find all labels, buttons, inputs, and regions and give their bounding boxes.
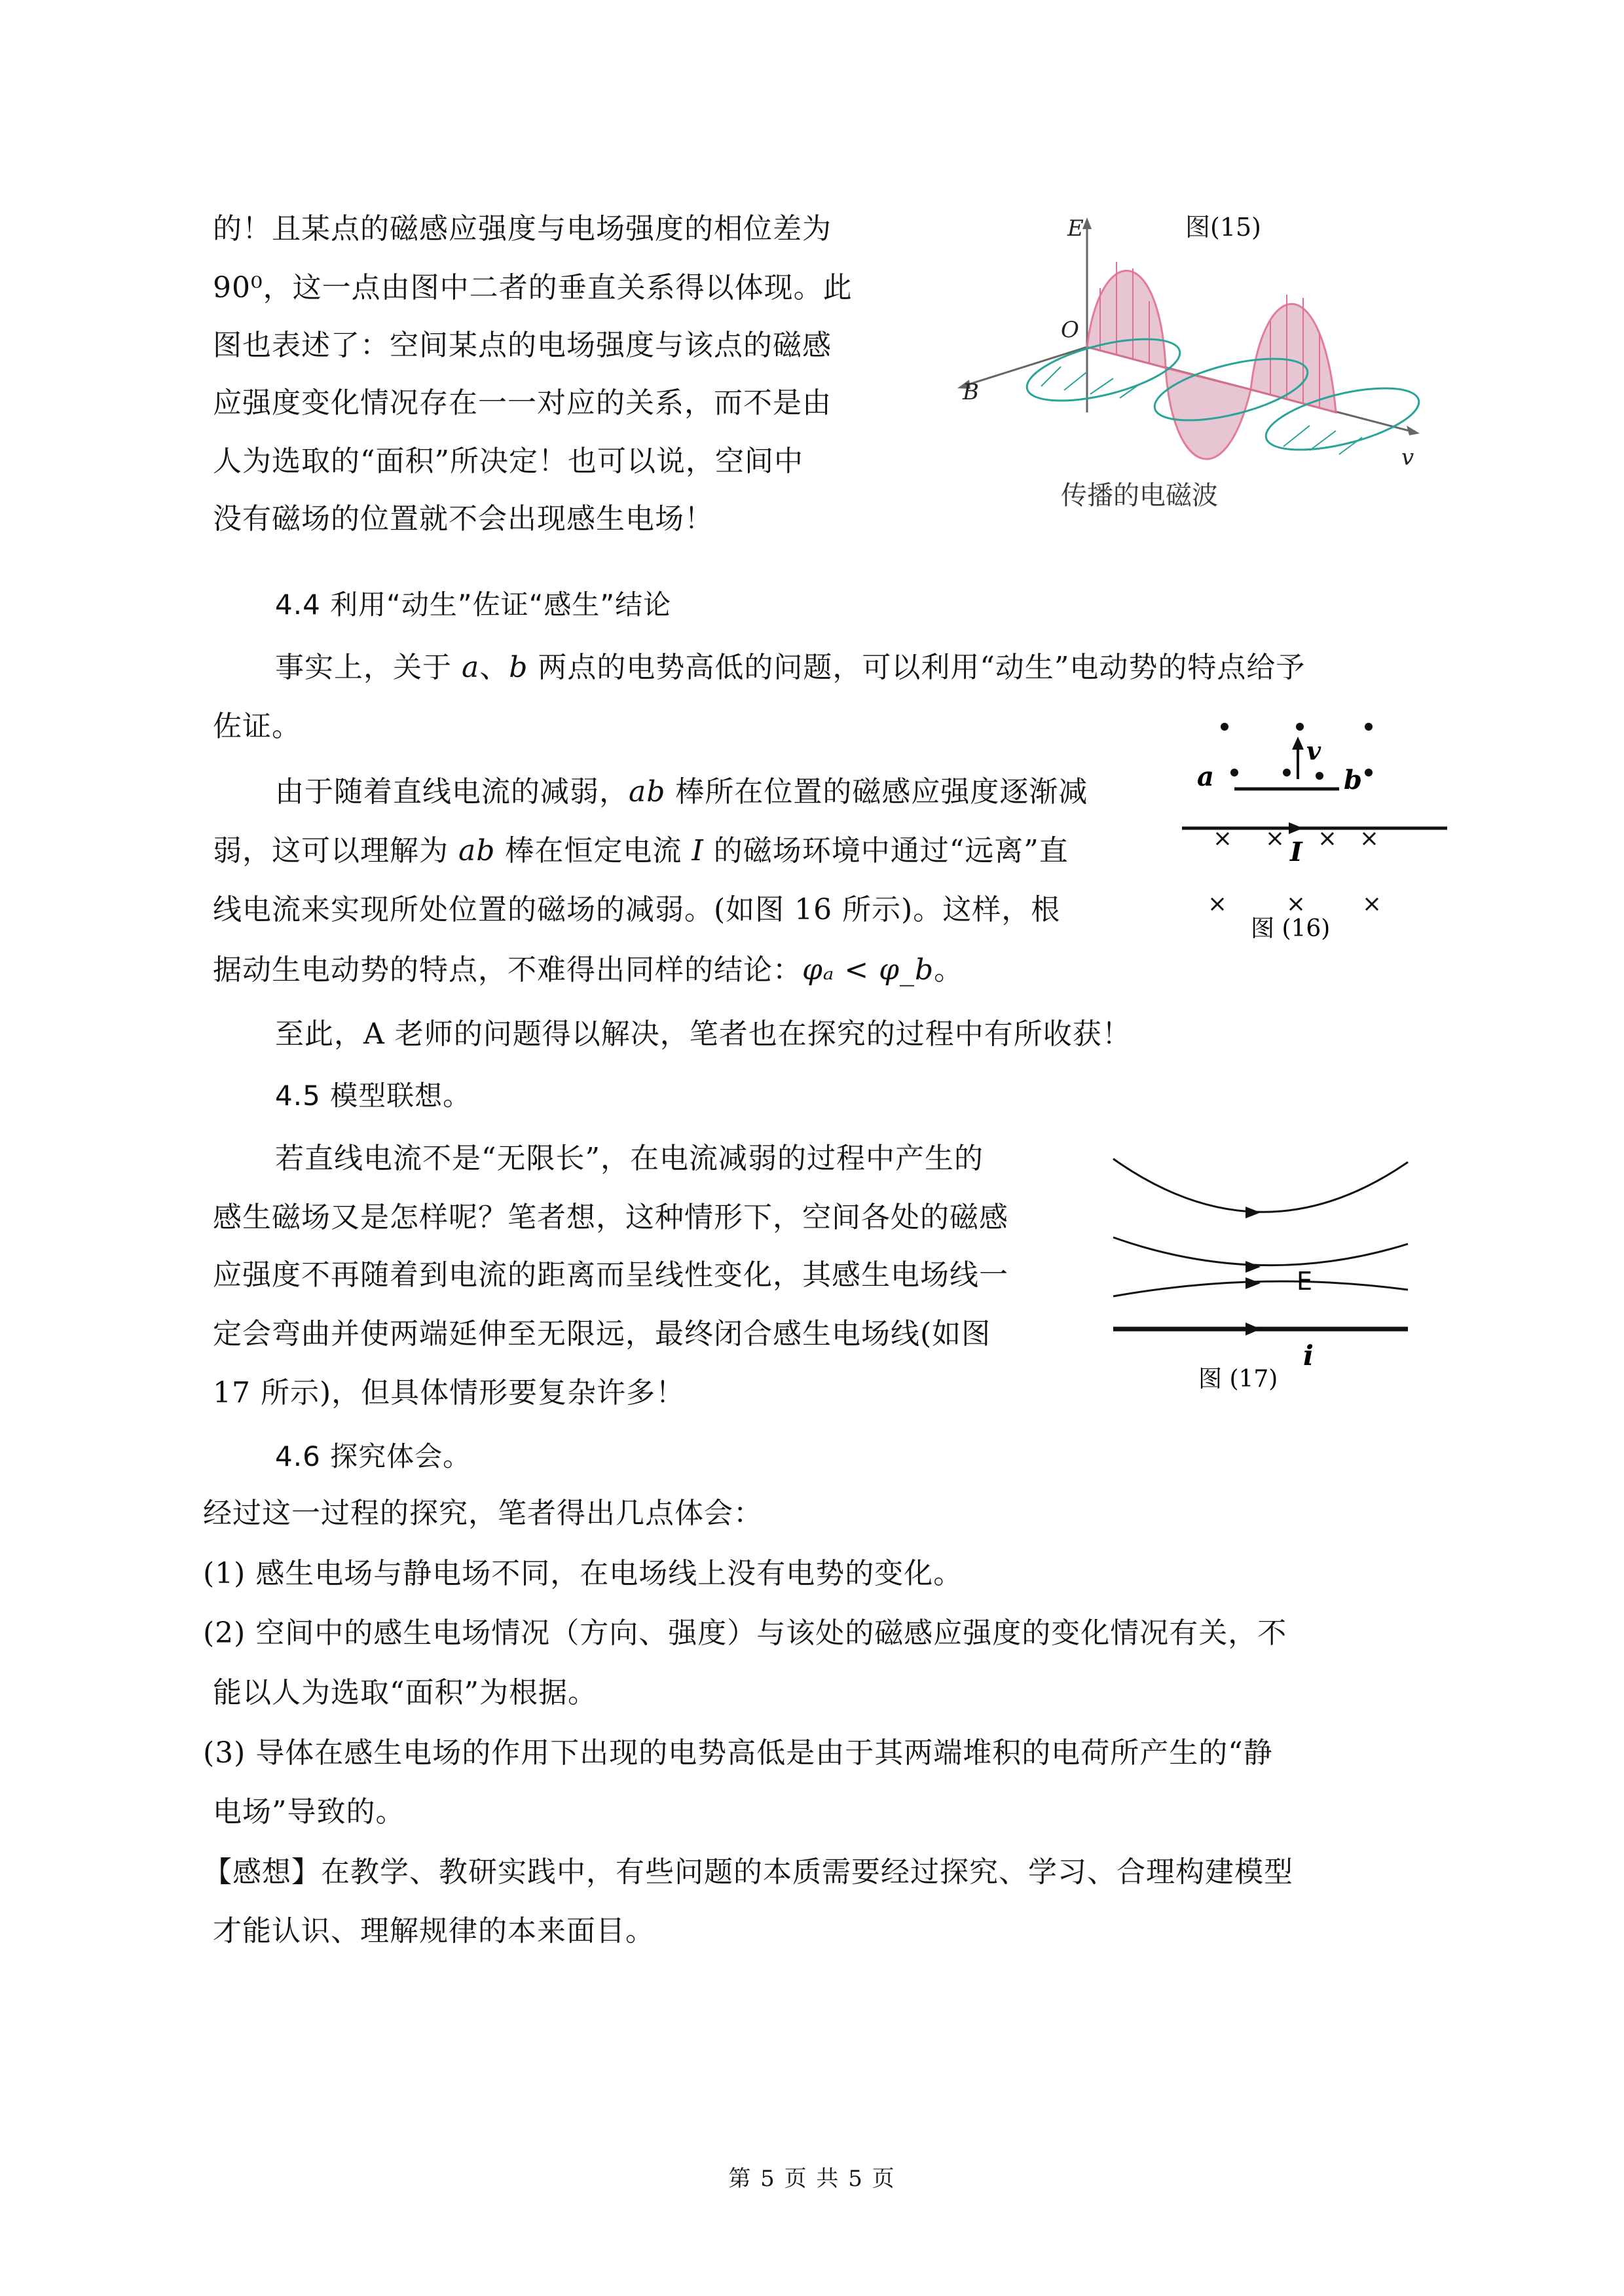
sec44-p2-l1a: 由于随着直线电流的减弱，	[275, 775, 629, 809]
sec44-p1-line2: 佐证。	[213, 710, 301, 743]
fig17-label-e: E	[1297, 1267, 1313, 1296]
sec45-line-4: 定会弯曲并使两端延伸至无限远，最终闭合感生电场线(如图	[213, 1317, 991, 1351]
figure-15-em-wave	[943, 190, 1441, 530]
para1-line-4: 应强度变化情况存在一一对应的关系，而不是由	[213, 386, 832, 420]
sec46-item2-line1: (2) 空间中的感生电场情况（方向、强度）与该处的磁感应强度的变化情况有关，不	[203, 1616, 1287, 1650]
sec45-line-3: 应强度不再随着到电流的距离而呈线性变化，其感生电场线一	[213, 1258, 1008, 1292]
sec44-p2-line3: 线电流来实现所处位置的磁场的减弱。(如图 16 所示)。这样，根	[213, 893, 1061, 926]
sec44-p3: 至此，A 老师的问题得以解决，笔者也在探究的过程中有所收获！	[275, 1017, 1132, 1051]
fig15-axis-v: v	[1401, 445, 1414, 471]
para1-line-5: 人为选取的“面积”所决定！也可以说，空间中	[213, 445, 803, 478]
fig17-caption: 图 (17)	[1198, 1366, 1278, 1393]
sec46-item3-line2: 电场”导致的。	[213, 1795, 405, 1829]
sec44-p2-l1b: 棒所在位置的磁感应强度逐渐减	[665, 775, 1088, 809]
para1-line-3: 图也表述了：空间某点的电场强度与该点的磁感	[213, 329, 832, 362]
sec44-formula: φₐ < φ_b	[802, 953, 934, 987]
sec44-p2-line4	[213, 938, 963, 1003]
figure-17-field-lines	[1107, 1152, 1421, 1408]
fig15-axis-b: B	[963, 379, 979, 405]
fig16-label-a: a	[1197, 761, 1214, 792]
page-footer: 第 5 页 共 5 页	[728, 2166, 896, 2192]
sec46-item3-line1: (3) 导体在感生电场的作用下出现的电势高低是由于其两端堆积的电荷所产生的“静	[203, 1736, 1273, 1770]
sec45-line-5: 17 所示)，但具体情形要复杂许多！	[213, 1376, 686, 1410]
sec46-intro: 经过这一过程的探究，笔者得出几点体会：	[203, 1497, 763, 1530]
sec44-p1c: 两点的电势高低的问题，可以利用“动生”电动势的特点给予	[528, 651, 1306, 684]
sec46-thought-line2: 才能认识、理解规律的本来面目。	[213, 1914, 655, 1948]
sec44-p1-line1	[275, 635, 1305, 701]
para1-line-6: 没有磁场的位置就不会出现感生电场！	[213, 502, 714, 536]
sec44-p2-l4end: 。	[934, 953, 964, 987]
sec44-var-b: b	[509, 651, 528, 684]
fig15-axis-e: E	[1067, 215, 1084, 242]
fig17-label-i: i	[1303, 1339, 1314, 1372]
fig16-label-b: b	[1344, 765, 1362, 795]
fig16-caption: 图 (16)	[1251, 915, 1331, 942]
sec44-p2-l2var2: I	[692, 834, 704, 867]
section-4-6-heading: 4.6 探究体会。	[275, 1440, 471, 1472]
fig16-label-v: v	[1306, 736, 1321, 765]
para1-line-2: 90⁰，这一点由图中二者的垂直关系得以体现。此	[213, 271, 853, 304]
sec44-p2-l2var: ab	[458, 834, 496, 867]
sec44-p2-l2c: 的磁场环境中通过“远离”直	[703, 834, 1069, 867]
sec46-item1: (1) 感生电场与静电场不同，在电场线上没有电势的变化。	[203, 1557, 963, 1590]
sec45-line-2: 感生磁场又是怎样呢？笔者想，这种情形下，空间各处的磁感	[213, 1201, 1008, 1234]
sec44-p2-l4a: 据动生电动势的特点，不难得出同样的结论：	[213, 953, 802, 987]
sec44-p2-line2	[213, 818, 1069, 884]
section-4-5-heading: 4.5 模型联想。	[275, 1080, 471, 1112]
sec44-p2-l2b: 棒在恒定电流	[495, 834, 692, 867]
sec44-p2-l2a: 弱，这可以理解为	[213, 834, 458, 867]
sec44-p2-l1var: ab	[629, 775, 666, 809]
fig15-subtitle: 传播的电磁波	[1061, 481, 1218, 511]
sec46-thought-line1: 【感想】在教学、教研实践中，有些问题的本质需要经过探究、学习、合理构建模型	[203, 1855, 1293, 1889]
para1-line-1: 的！且某点的磁感应强度与电场强度的相位差为	[213, 212, 832, 246]
fig15-caption: 图(15)	[1185, 213, 1262, 242]
sec46-item2-line2: 能以人为选取“面积”为根据。	[213, 1676, 597, 1709]
section-4-4-heading: 4.4 利用“动生”佐证“感生”结论	[275, 589, 672, 621]
figure-16-moving-rod	[1172, 714, 1467, 956]
fig15-origin: O	[1061, 317, 1079, 343]
fig16-label-i: I	[1290, 837, 1302, 867]
sec44-p1b: 、	[479, 651, 509, 684]
sec44-p1a: 事实上，关于	[275, 651, 462, 684]
sec44-p2-line1	[275, 759, 1088, 825]
sec44-var-a: a	[462, 651, 480, 684]
sec45-line-1: 若直线电流不是“无限长”，在电流减弱的过程中产生的	[275, 1142, 984, 1175]
